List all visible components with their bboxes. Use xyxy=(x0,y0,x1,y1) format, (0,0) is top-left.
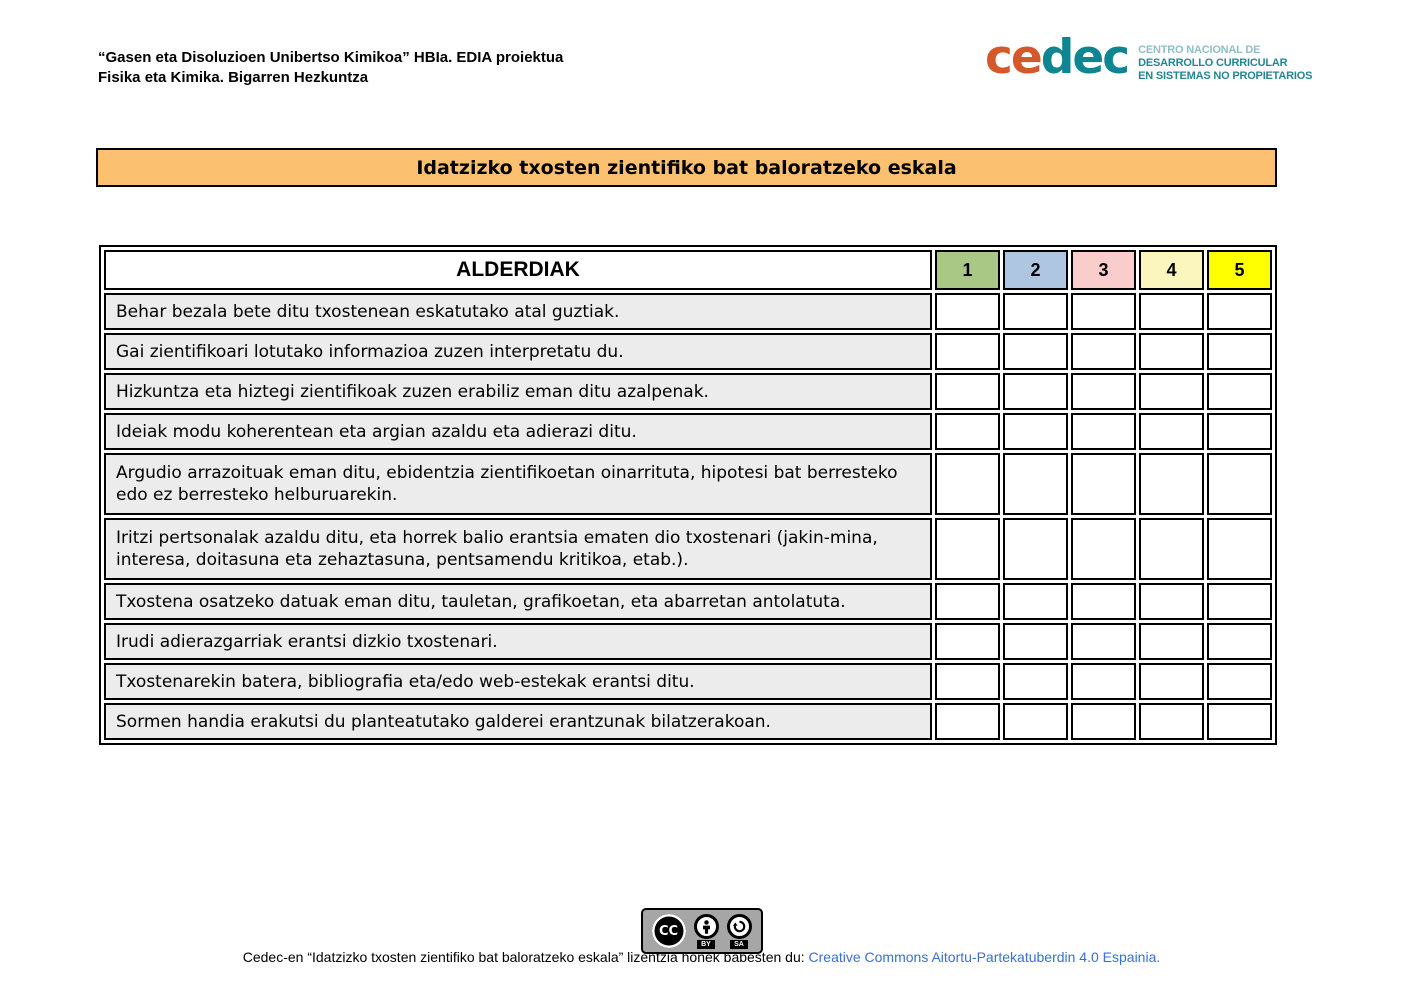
score-cell xyxy=(1207,453,1272,515)
score-cell xyxy=(1071,703,1136,740)
criterion-row-8 xyxy=(104,623,1272,660)
cedec-wordmark xyxy=(985,32,1128,84)
criterion-text: Iritzi pertsonalak azaldu ditu, eta horrek balio erantsia ematen dio txostenari (jakin-mina, interesa, doitasuna eta zehaztasuna, pentsamendu kritikoa, etab.). xyxy=(104,518,932,580)
scale-header-1: 1 xyxy=(935,250,1000,290)
score-cell xyxy=(935,373,1000,410)
rubric-table xyxy=(99,245,1277,745)
criterion-row-9 xyxy=(104,663,1272,700)
criterion-text: Behar bezala bete ditu txostenean eskatutako atal guztiak. xyxy=(104,293,932,330)
project-header xyxy=(98,48,563,88)
score-cell xyxy=(1003,293,1068,330)
scale-header-2: 2 xyxy=(1003,250,1068,290)
criterion-row-2 xyxy=(104,333,1272,370)
cc-license-badge xyxy=(641,908,763,954)
score-cell xyxy=(1207,373,1272,410)
cedec-tagline xyxy=(1138,44,1312,83)
score-cell xyxy=(935,583,1000,620)
criterion-text: Txostenarekin batera, bibliografia eta/edo web-estekak erantsi ditu. xyxy=(104,663,932,700)
criterion-row-1 xyxy=(104,293,1272,330)
score-cell xyxy=(1139,333,1204,370)
aspects-column-header: ALDERDIAK xyxy=(104,250,932,290)
criterion-text: Argudio arrazoituak eman ditu, ebidentzia zientifikoetan oinarrituta, hipotesi bat berresteko edo ez berresteko helburuarekin. xyxy=(104,453,932,515)
cc-by-label: BY xyxy=(697,940,715,949)
score-cell xyxy=(1003,583,1068,620)
scale-header-5: 5 xyxy=(1207,250,1272,290)
score-cell xyxy=(1207,663,1272,700)
score-cell xyxy=(1139,583,1204,620)
score-cell xyxy=(1003,413,1068,450)
score-cell xyxy=(1003,333,1068,370)
cedec-logo xyxy=(985,32,1312,84)
criterion-row-4 xyxy=(104,413,1272,450)
score-cell xyxy=(1003,518,1068,580)
cc-by-group xyxy=(694,914,719,949)
score-cell xyxy=(1071,453,1136,515)
cedec-tagline-line1: CENTRO NACIONAL DE xyxy=(1138,44,1261,56)
score-cell xyxy=(935,453,1000,515)
score-cell xyxy=(1207,293,1272,330)
cc-sa-group xyxy=(727,914,752,949)
score-cell xyxy=(1207,623,1272,660)
score-cell xyxy=(1207,413,1272,450)
score-cell xyxy=(1139,518,1204,580)
cedec-tagline-line3: EN SISTEMAS NO PROPIETARIOS xyxy=(1138,70,1313,82)
score-cell xyxy=(1003,373,1068,410)
score-cell xyxy=(935,293,1000,330)
score-cell xyxy=(1003,623,1068,660)
cc-sa-label: SA xyxy=(730,940,748,949)
license-line xyxy=(0,949,1403,965)
scale-header-4: 4 xyxy=(1139,250,1204,290)
cedec-wordmark-dec: dec xyxy=(1040,30,1129,85)
criterion-text: Hizkuntza eta hiztegi zientifikoak zuzen erabiliz eman ditu azalpenak. xyxy=(104,373,932,410)
score-cell xyxy=(935,623,1000,660)
criterion-text: Sormen handia erakutsi du planteatutako galderei erantzunak bilatzerakoan. xyxy=(104,703,932,740)
criterion-text: Irudi adierazgarriak erantsi dizkio txostenari. xyxy=(104,623,932,660)
license-link[interactable]: Creative Commons Aitortu-Partekatuberdin 4.0 Espainia. xyxy=(808,949,1161,965)
score-cell xyxy=(1207,703,1272,740)
score-cell xyxy=(935,703,1000,740)
score-cell xyxy=(1071,663,1136,700)
criterion-row-5 xyxy=(104,453,1272,515)
scale-header-3: 3 xyxy=(1071,250,1136,290)
rubric-header-row xyxy=(104,250,1272,290)
score-cell xyxy=(1139,623,1204,660)
cc-icon: CC xyxy=(652,914,686,948)
title-banner xyxy=(96,148,1277,187)
score-cell xyxy=(1071,583,1136,620)
score-cell xyxy=(1139,373,1204,410)
score-cell xyxy=(1207,583,1272,620)
score-cell xyxy=(1003,453,1068,515)
score-cell xyxy=(1071,413,1136,450)
score-cell xyxy=(935,333,1000,370)
score-cell xyxy=(1003,703,1068,740)
score-cell xyxy=(1139,413,1204,450)
cedec-wordmark-ce: ce xyxy=(985,30,1041,85)
criterion-row-10 xyxy=(104,703,1272,740)
criterion-text: Ideiak modu koherentean eta argian azaldu eta adierazi ditu. xyxy=(104,413,932,450)
score-cell xyxy=(1071,373,1136,410)
score-cell xyxy=(1071,333,1136,370)
score-cell xyxy=(1207,518,1272,580)
page-title: Idatzizko txosten zientifiko bat baloratzeko eskala xyxy=(416,156,957,179)
project-title-line1: “Gasen eta Disoluzioen Unibertso Kimikoa” HBIa. EDIA proiektua xyxy=(98,49,564,66)
criterion-row-7 xyxy=(104,583,1272,620)
project-title-line2: Fisika eta Kimika. Bigarren Hezkuntza xyxy=(98,69,369,86)
criterion-text: Txostena osatzeko datuak eman ditu, tauletan, grafikoetan, eta abarretan antolatuta. xyxy=(104,583,932,620)
score-cell xyxy=(1071,623,1136,660)
cc-by-person-icon xyxy=(694,914,719,939)
score-cell xyxy=(1207,333,1272,370)
criterion-row-6 xyxy=(104,518,1272,580)
score-cell xyxy=(1071,518,1136,580)
score-cell xyxy=(935,663,1000,700)
license-text: Cedec-en “Idatzizko txosten zientifiko bat baloratzeko eskala” lizentzia honek babesten du: xyxy=(242,949,809,965)
criterion-text: Gai zientifikoari lotutako informazioa zuzen interpretatu du. xyxy=(104,333,932,370)
score-cell xyxy=(1139,703,1204,740)
score-cell xyxy=(935,518,1000,580)
score-cell xyxy=(1003,663,1068,700)
cc-sa-arrow-icon xyxy=(727,914,752,939)
score-cell xyxy=(1139,663,1204,700)
score-cell xyxy=(935,413,1000,450)
cedec-tagline-line2: DESARROLLO CURRICULAR xyxy=(1138,57,1288,69)
score-cell xyxy=(1139,453,1204,515)
score-cell xyxy=(1139,293,1204,330)
criterion-row-3 xyxy=(104,373,1272,410)
score-cell xyxy=(1071,293,1136,330)
